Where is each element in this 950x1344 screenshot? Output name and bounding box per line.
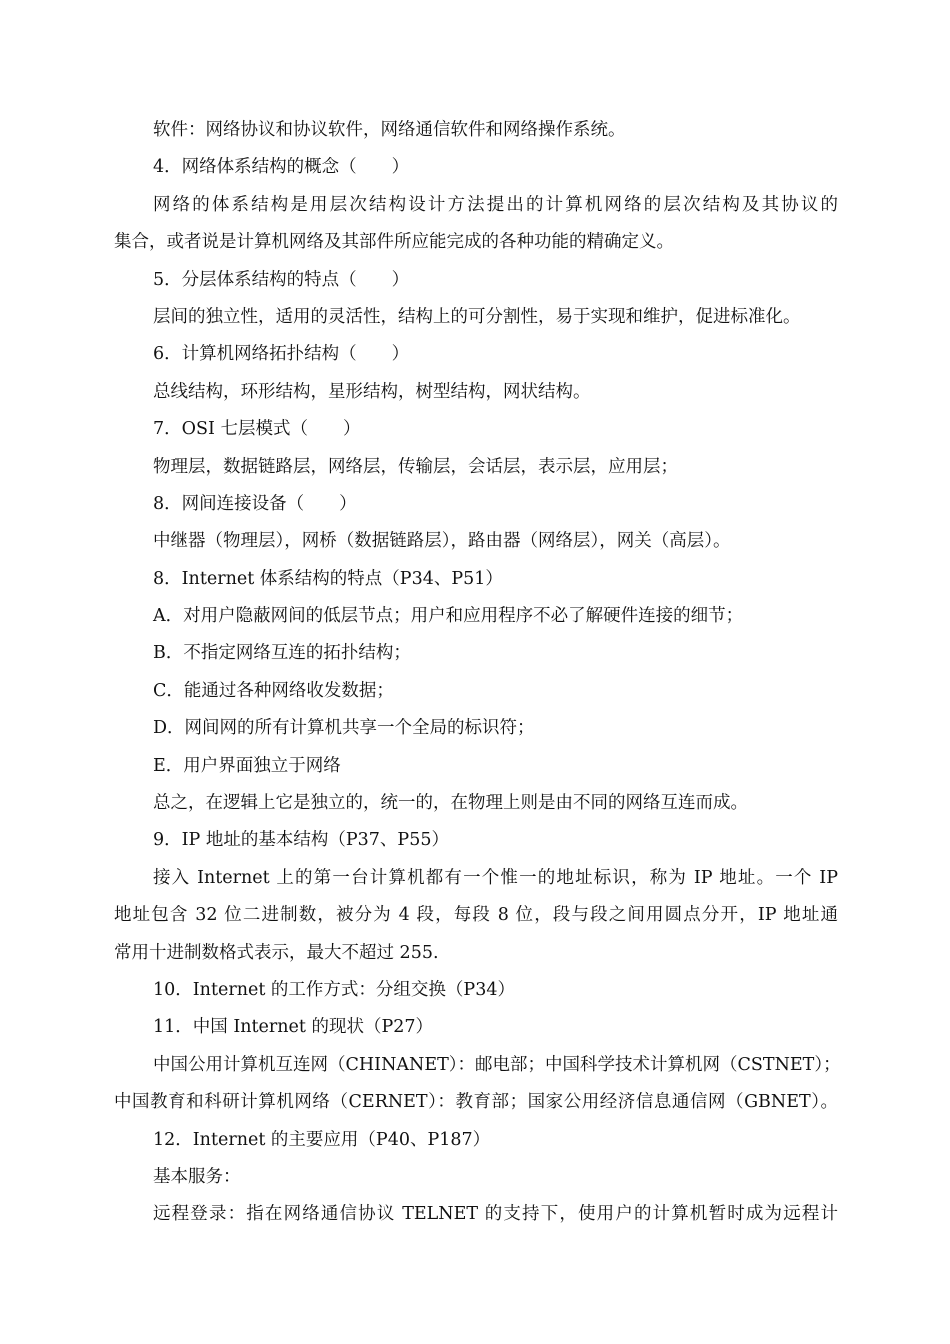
section-heading: 9．IP 地址的基本结构（P37、P55）	[153, 830, 449, 851]
paragraph-line: 物理层，数据链路层，网络层，传输层，会话层，表示层，应用层；	[153, 456, 678, 477]
list-item: E．用户界面独立于网络	[153, 755, 341, 776]
paragraph-line: 常用十进制数格式表示，最大不超过 255.	[114, 942, 439, 963]
list-item: A．对用户隐蔽网间的低层节点；用户和应用程序不必了解硬件连接的细节；	[153, 606, 744, 627]
list-item: D．网间网的所有计算机共享一个全局的标识符；	[153, 718, 535, 739]
section-heading: 10．Internet 的工作方式：分组交换（P34）	[153, 979, 515, 1000]
section-heading: 12．Internet 的主要应用（P40、P187）	[153, 1129, 491, 1150]
paragraph-line: 网络的体系结构是用层次结构设计方法提出的计算机网络的层次结构及其协议的	[153, 194, 838, 215]
paragraph-line: 中国教育和科研计算机网络（CERNET）：教育部；国家公用经济信息通信网（GBNET）。	[114, 1092, 838, 1113]
section-heading: 7．OSI 七层模式（ ）	[153, 419, 361, 440]
paragraph-line: 集合，或者说是计算机网络及其部件所应能完成的各种功能的精确定义。	[114, 232, 674, 253]
paragraph-line: 远程登录：指在网络通信协议 TELNET 的支持下，使用户的计算机暂时成为远程计	[153, 1204, 838, 1225]
section-heading: 11．中国 Internet 的现状（P27）	[153, 1017, 434, 1038]
paragraph-line: 层间的独立性，适用的灵活性，结构上的可分割性，易于实现和维护，促进标准化。	[153, 306, 801, 327]
section-heading: 8．Internet 体系结构的特点（P34、P51）	[153, 568, 503, 589]
list-item: B．不指定网络互连的拓扑结构；	[153, 643, 411, 664]
paragraph-line: 软件：网络协议和协议软件，网络通信软件和网络操作系统。	[153, 120, 626, 140]
paragraph-line: 接入 Internet 上的第一台计算机都有一个惟一的地址标识，称为 IP 地址。一个 IP	[153, 867, 838, 888]
paragraph-line: 总之，在逻辑上它是独立的，统一的，在物理上则是由不同的网络互连而成。	[153, 793, 748, 814]
section-heading: 5．分层体系结构的特点（ ）	[153, 269, 410, 290]
section-heading: 6．计算机网络拓扑结构（ ）	[153, 344, 410, 365]
section-heading: 4．网络体系结构的概念（ ）	[153, 157, 410, 178]
paragraph-line: 中国公用计算机互连网（CHINANET）：邮电部；中国科学技术计算机网（CSTNET）；	[153, 1054, 841, 1075]
paragraph-line: 中继器（物理层），网桥（数据链路层），路由器（网络层），网关（高层）。	[153, 531, 731, 552]
section-heading: 8．网间连接设备（ ）	[153, 493, 357, 514]
list-item: C．能通过各种网络收发数据；	[153, 680, 394, 701]
paragraph-line: 总线结构，环形结构，星形结构，树型结构，网状结构。	[153, 381, 591, 402]
paragraph-line: 地址包含 32 位二进制数，被分为 4 段，每段 8 位，段与段之间用圆点分开，IP 地址通	[114, 905, 838, 926]
paragraph-line: 基本服务：	[153, 1166, 241, 1187]
document-body	[114, 112, 841, 1234]
